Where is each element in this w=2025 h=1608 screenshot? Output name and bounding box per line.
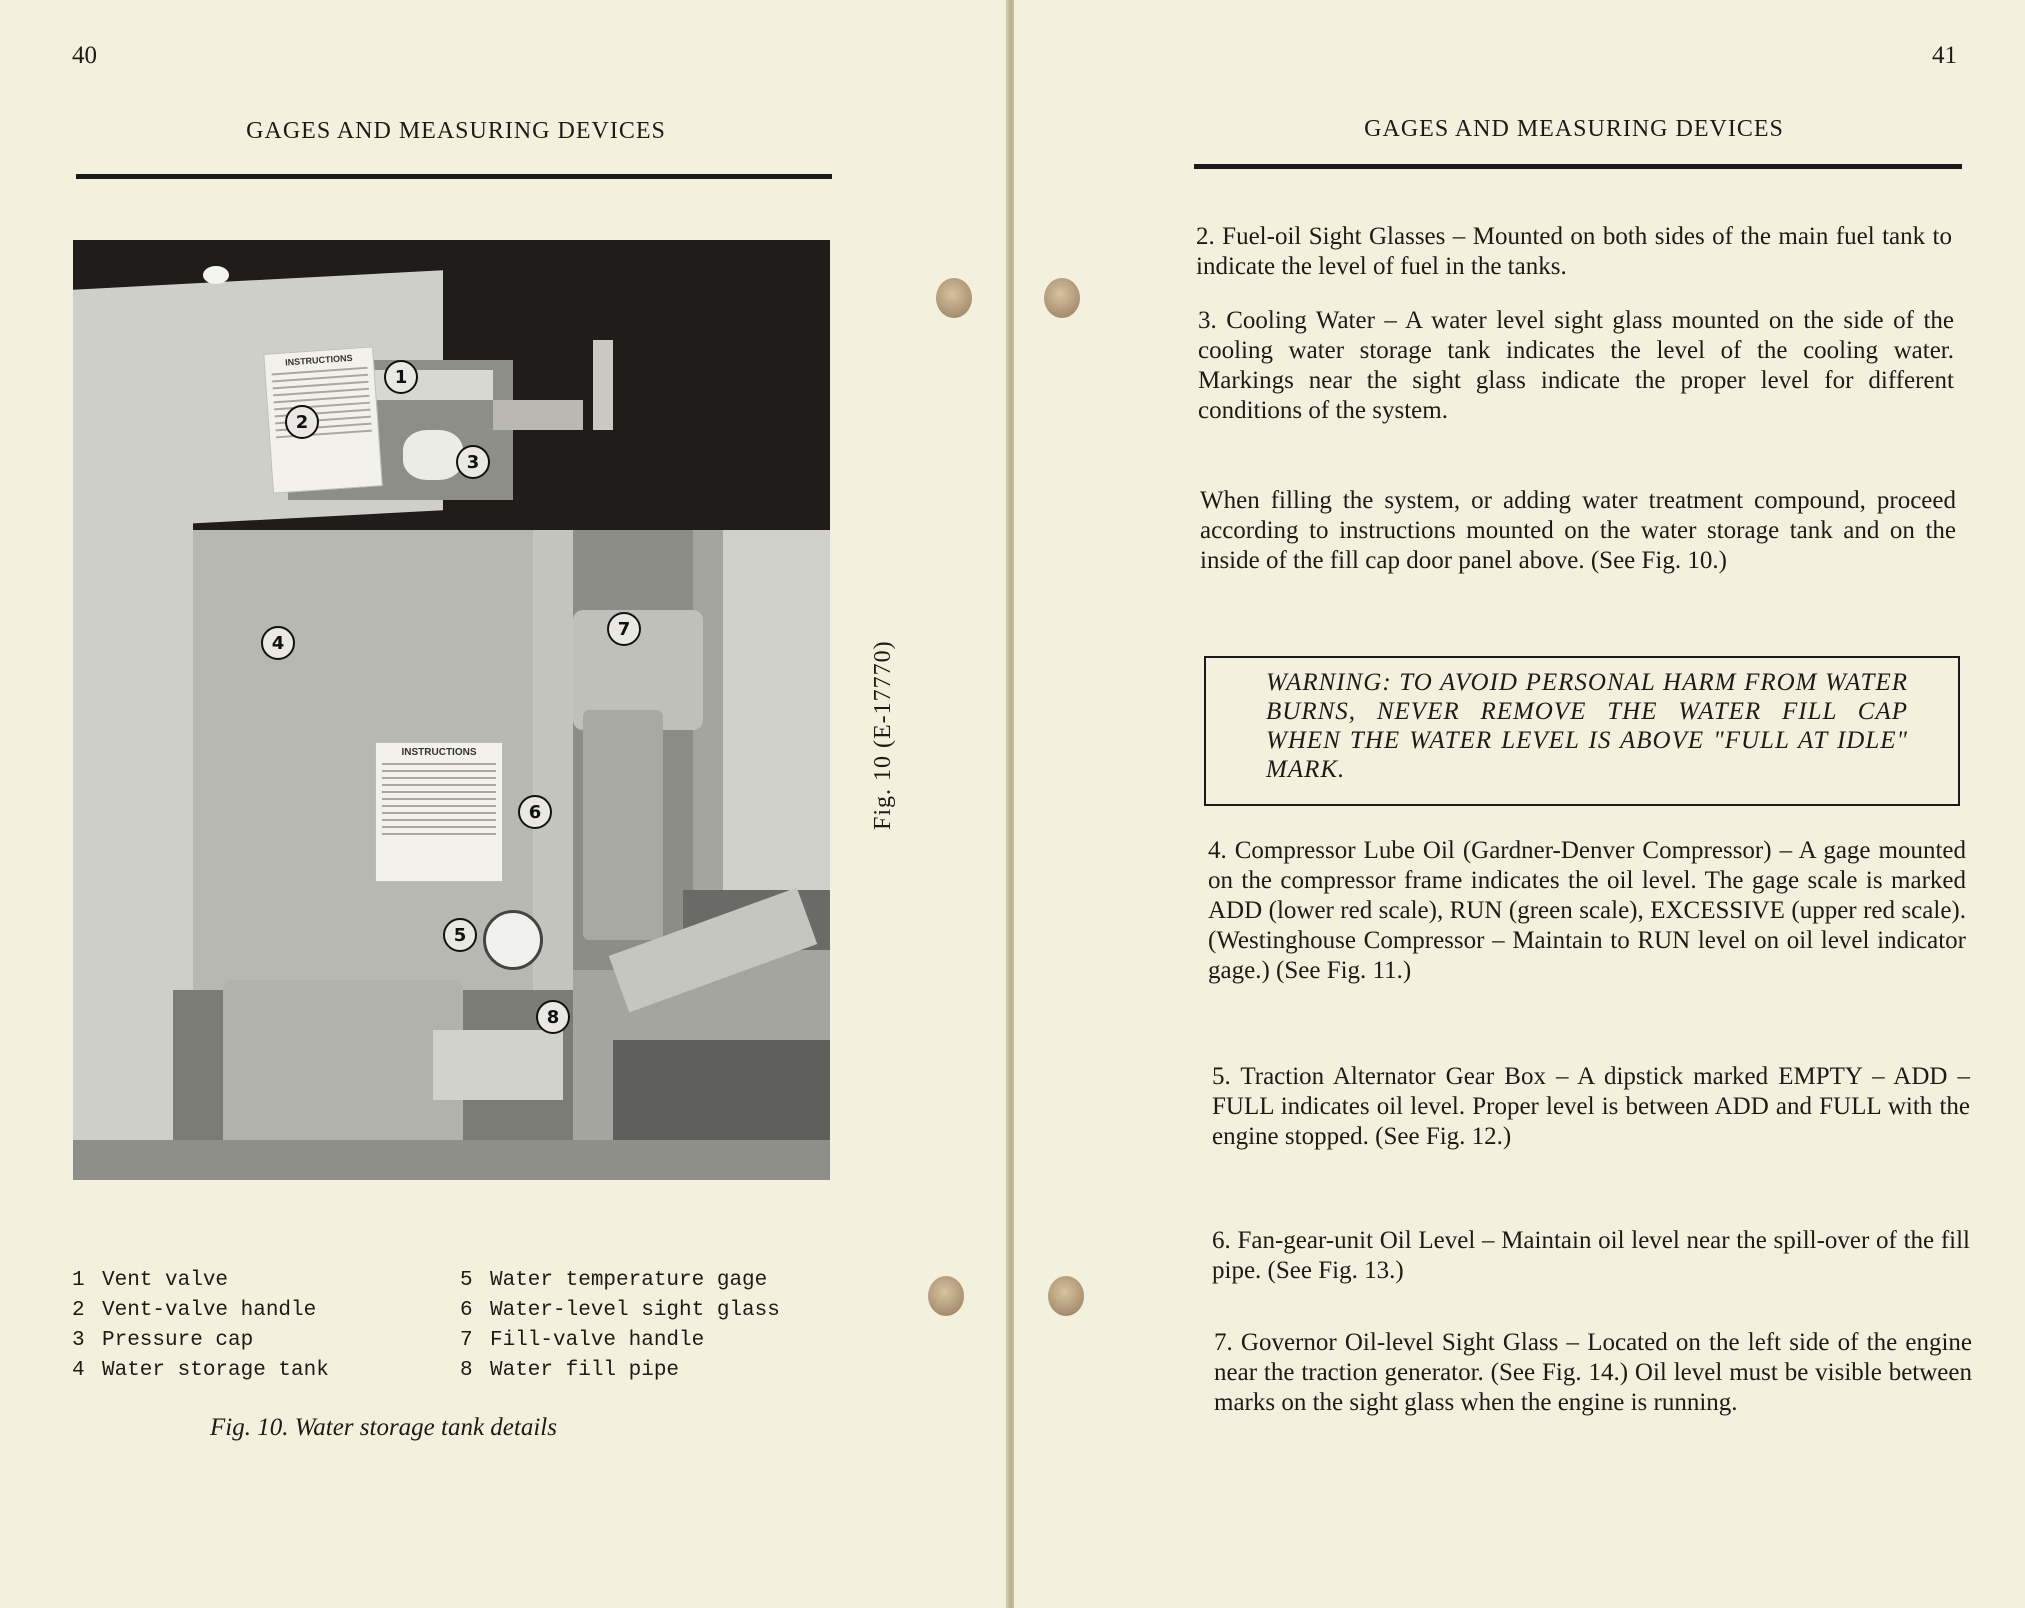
legend-item <box>72 1356 329 1386</box>
legend-item <box>460 1296 780 1326</box>
header-rule-right <box>1194 164 1962 169</box>
callout-6: 6 <box>518 795 552 829</box>
binder-hole-icon <box>1044 278 1080 318</box>
binder-hole-icon <box>936 278 972 318</box>
warning-box: WARNING: TO AVOID PERSONAL HARM FROM WATER BURNS, NEVER REMOVE THE WATER FILL CAP WHEN THE WATER LEVEL IS ABOVE "FULL AT IDLE" MARK. <box>1204 656 1960 806</box>
legend-text: Vent-valve handle <box>102 1299 317 1322</box>
running-head-right: GAGES AND MEASURING DEVICES <box>1364 116 1784 142</box>
sign-main-title: INSTRUCTIONS <box>401 747 477 758</box>
legend-text: Water temperature gage <box>490 1269 768 1292</box>
legend-number: 4 <box>72 1359 85 1382</box>
paragraph-traction-alternator: 5. Traction Alternator Gear Box – A dipstick marked EMPTY – ADD – FULL indicates oil level. Proper level is between ADD and FULL with the engine stopped. (See Fig. 12.) <box>1212 1063 1970 1150</box>
legend-item <box>460 1356 780 1386</box>
legend-item <box>460 1326 780 1356</box>
figure-caption: Fig. 10. Water storage tank details <box>210 1414 557 1441</box>
legend-item <box>72 1266 329 1296</box>
legend-text: Water storage tank <box>102 1359 329 1382</box>
legend-number: 6 <box>460 1299 473 1322</box>
legend-number: 2 <box>72 1299 85 1322</box>
legend-text: Water fill pipe <box>490 1359 680 1382</box>
legend-number: 7 <box>460 1329 473 1352</box>
page-number-left: 40 <box>72 42 97 69</box>
callout-7: 7 <box>607 612 641 646</box>
page-number-right: 41 <box>1932 42 1957 69</box>
legend-number: 3 <box>72 1329 85 1352</box>
legend-item <box>72 1296 329 1326</box>
legend-number: 8 <box>460 1359 473 1382</box>
left-page <box>0 0 1008 1608</box>
legend-column-2 <box>460 1266 780 1386</box>
callout-4: 4 <box>261 626 295 660</box>
paragraph-cooling-water: 3. Cooling Water – A water level sight glass mounted on the side of the cooling water storage tank indicates the level of the cooling water. Markings near the sight glass indicate the proper level for different conditions of the system. <box>1198 307 1954 424</box>
legend-item <box>460 1266 780 1296</box>
callout-5: 5 <box>443 918 477 952</box>
water-tank-photo <box>73 240 830 1180</box>
callout-1: 1 <box>384 360 418 394</box>
running-head-left: GAGES AND MEASURING DEVICES <box>246 118 666 144</box>
sign-upper-title: INSTRUCTIONS <box>284 352 353 368</box>
instruction-sign-upper <box>263 346 382 493</box>
callout-3: 3 <box>456 445 490 479</box>
callout-8: 8 <box>536 1000 570 1034</box>
legend-column-1 <box>72 1266 329 1386</box>
instruction-sign-main <box>375 742 503 882</box>
binder-hole-icon <box>1048 1276 1084 1316</box>
callout-2: 2 <box>285 405 319 439</box>
legend-text: Vent valve <box>102 1269 229 1292</box>
paragraph-fan-gear-unit: 6. Fan-gear-unit Oil Level – Maintain oil level near the spill-over of the fill pipe. (See Fig. 13.) <box>1212 1227 1970 1284</box>
binder-hole-icon <box>928 1276 964 1316</box>
paragraph-compressor-lube-oil: 4. Compressor Lube Oil (Gardner-Denver Compressor) – A gage mounted on the compressor frame indicates the oil level. The gage scale is marked ADD (lower red scale), RUN (green scale), EXCESSIVE (upper red scale). (Westinghouse Compressor – Maintain to RUN level on oil level indicator gage.) (See Fig. 11.) <box>1208 837 1966 984</box>
paragraph-fuel-oil-sight-glasses: 2. Fuel-oil Sight Glasses – Mounted on both sides of the main fuel tank to indicate the level of fuel in the tanks. <box>1196 223 1952 280</box>
legend-text: Fill-valve handle <box>490 1329 705 1352</box>
legend-text: Water-level sight glass <box>490 1299 780 1322</box>
legend-item <box>72 1326 329 1356</box>
legend-text: Pressure cap <box>102 1329 254 1352</box>
paragraph-governor-oil-level: 7. Governor Oil-level Sight Glass – Located on the left side of the engine near the traction generator. (See Fig. 14.) Oil level must be visible between marks on the sight glass when the engine is running. <box>1214 1329 1972 1416</box>
paragraph-filling-system: When filling the system, or adding water treatment compound, proceed according to instructions mounted on the water storage tank and on the inside of the fill cap door panel above. (See Fig. 10.) <box>1200 487 1956 574</box>
header-rule-left <box>76 174 832 179</box>
legend-number: 5 <box>460 1269 473 1292</box>
figure-side-label: Fig. 10 (E-17770) <box>870 640 896 830</box>
legend-number: 1 <box>72 1269 85 1292</box>
